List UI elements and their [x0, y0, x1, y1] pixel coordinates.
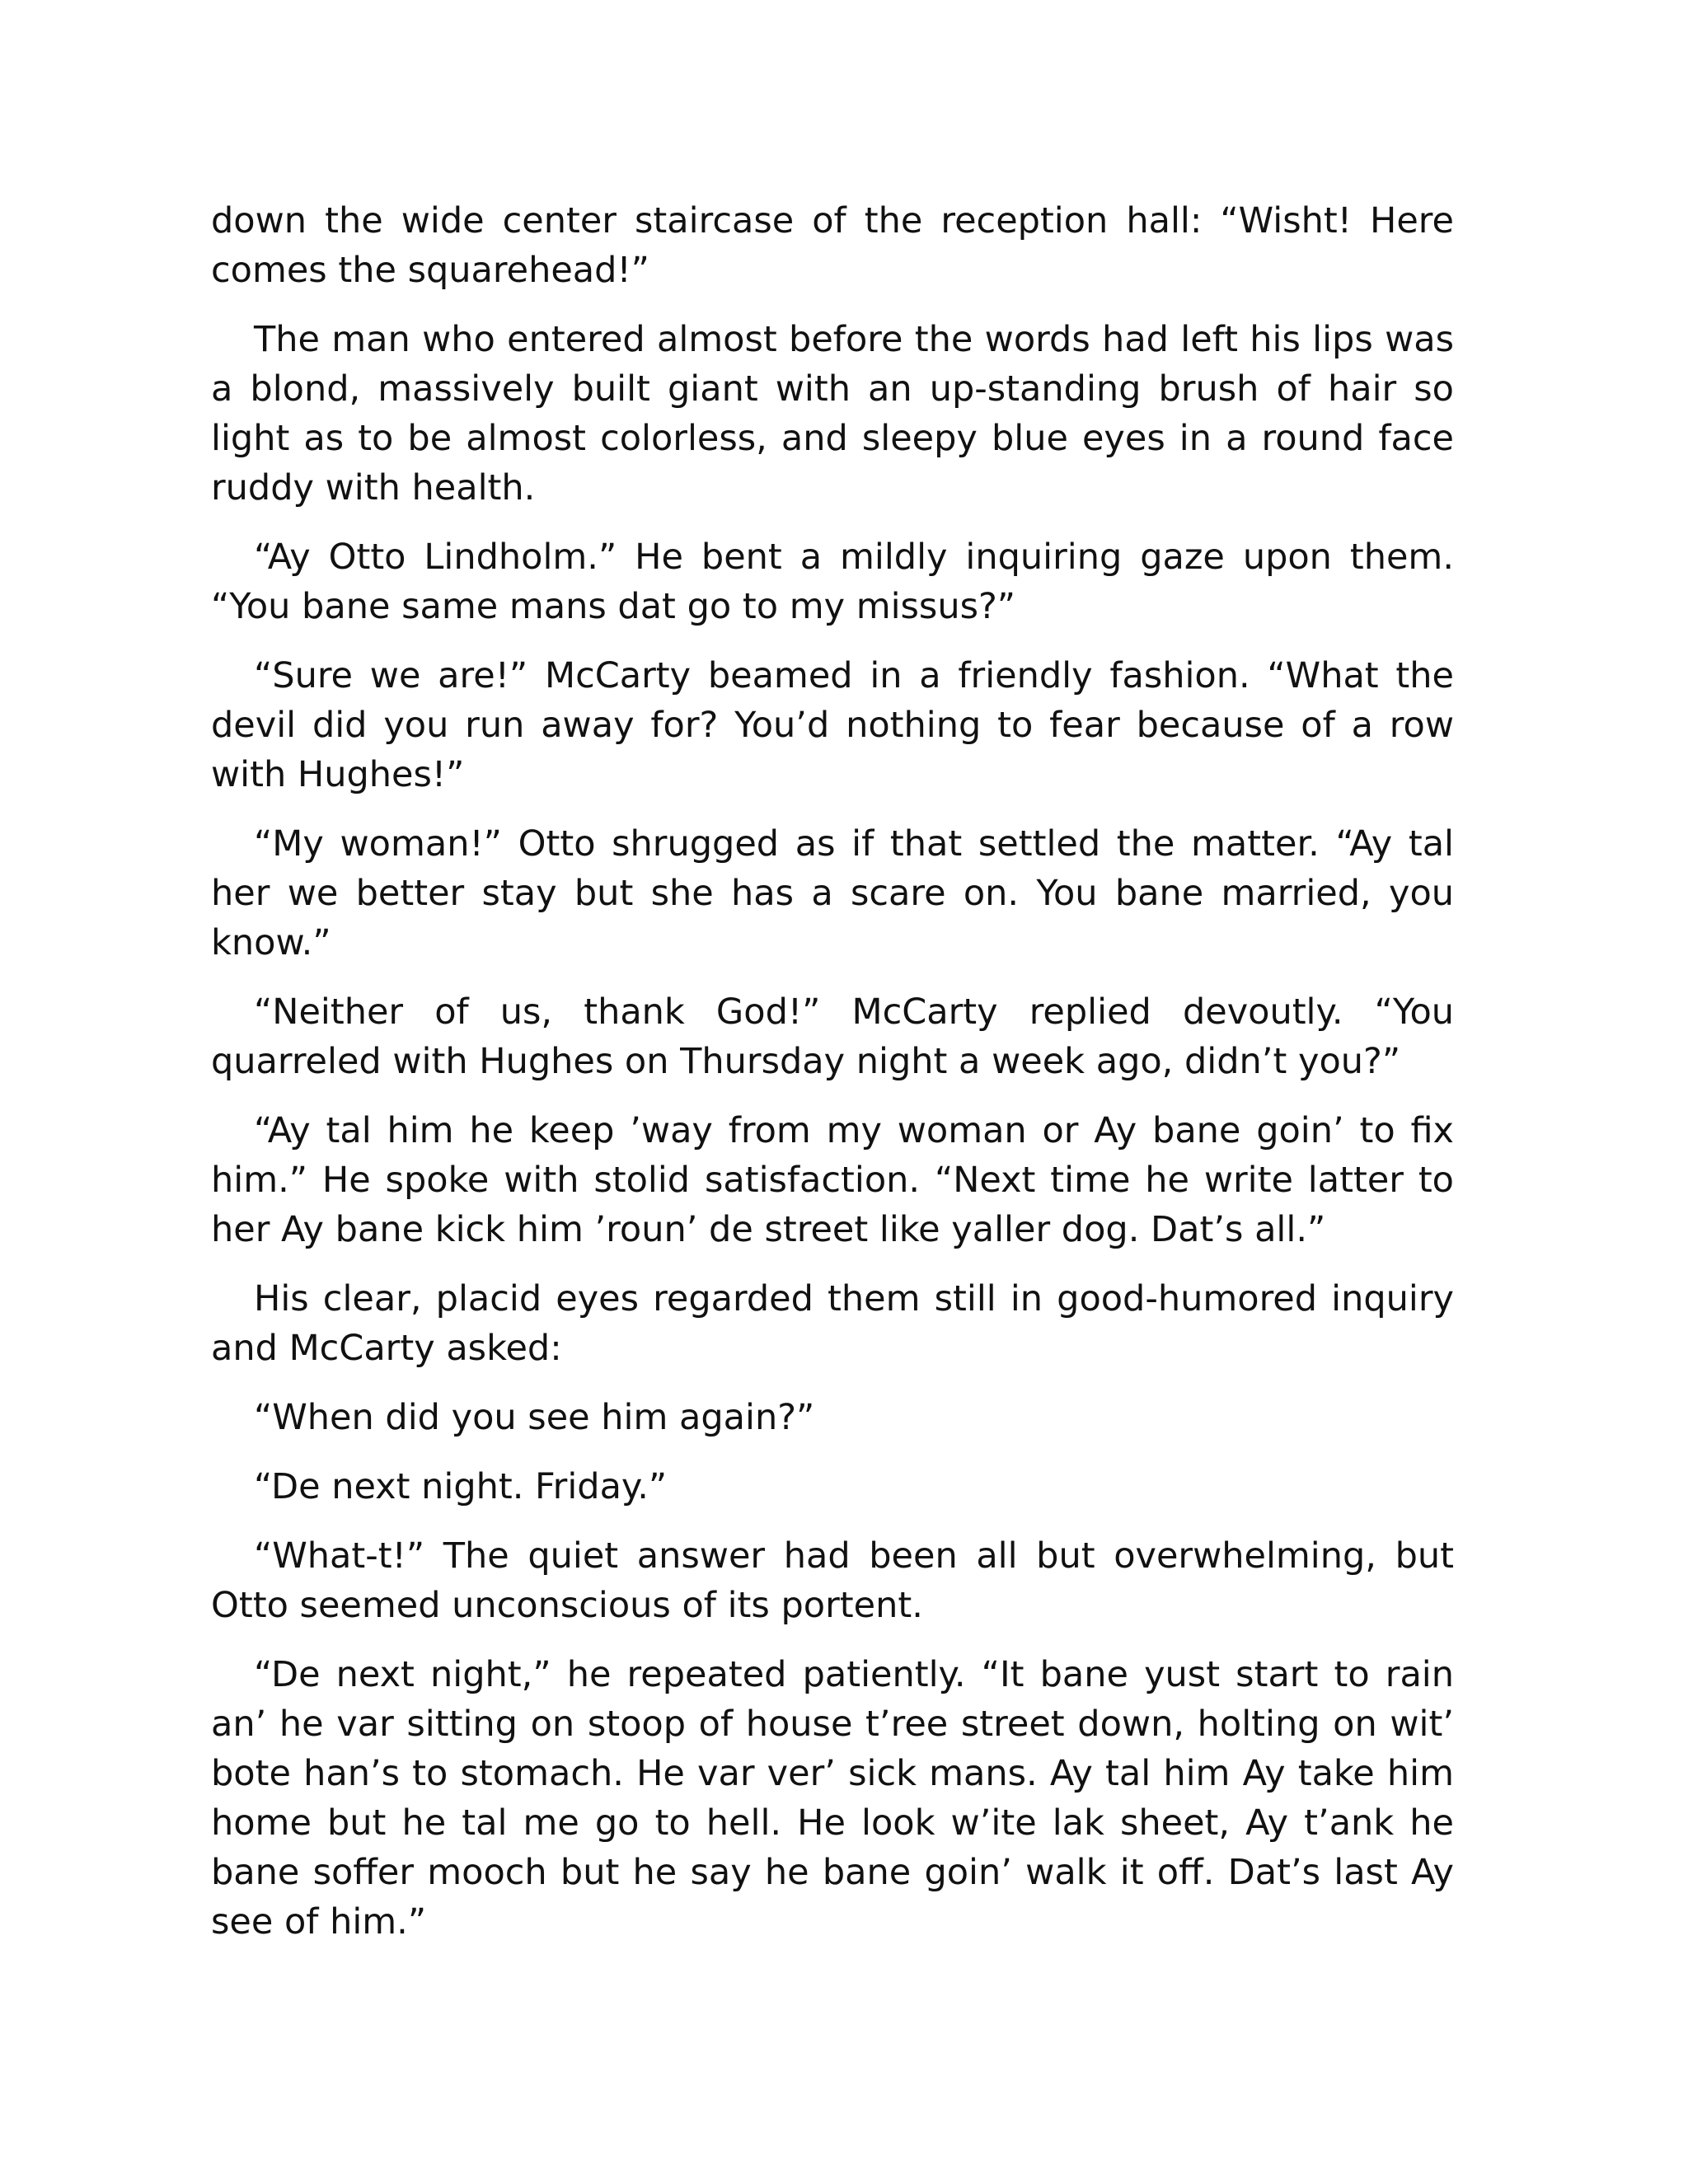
- paragraph: His clear, placid eyes regarded them still in good-humored inquiry and McCarty asked:: [211, 1278, 1454, 1369]
- paragraph: “De next night,” he repeated patiently. “It bane yust start to rain an’ he var sitting on stoop of house t’ree street down, holting on wit’ bote han’s to stomach. He var ver’ sick mans. Ay tal him Ay take him home but he tal me go to hell. He look w’ite lak sheet, Ay t’ank he bane soffer mooch but he say he bane goin’ walk it off. Dat’s last Ay see of him.”: [211, 1654, 1454, 1943]
- paragraph: down the wide center staircase of the reception hall: “Wisht! Here comes the squarehead!”: [211, 200, 1454, 291]
- paragraph: “My woman!” Otto shrugged as if that settled the matter. “Ay tal her we better stay but she has a scare on. You bane married, you know.”: [211, 823, 1454, 963]
- paragraph: “What-t!” The quiet answer had been all but overwhelming, but Otto seemed unconscious of its portent.: [211, 1535, 1454, 1626]
- paragraph: “De next night. Friday.”: [254, 1466, 668, 1507]
- paragraph: “Ay tal him he keep ’way from my woman or Ay bane goin’ to fix him.” He spoke with stolid satisfaction. “Next time he write latter to her Ay bane kick him ’roun’ de street like yaller dog. Dat’s all.”: [211, 1110, 1454, 1250]
- paragraph: “Ay Otto Lindholm.” He bent a mildly inquiring gaze upon them. “You bane same mans dat go to my missus?”: [211, 537, 1454, 627]
- paragraph: The man who entered almost before the words had left his lips was a blond, massively built giant with an up-standing brush of hair so light as to be almost colorless, and sleepy blue eyes in a round face ruddy with health.: [211, 319, 1454, 509]
- paragraph: “Sure we are!” McCarty beamed in a friendly fashion. “What the devil did you run away for? You’d nothing to fear because of a row with Hughes!”: [211, 655, 1454, 795]
- paragraph: “When did you see him again?”: [254, 1397, 815, 1438]
- book-page: [211, 196, 1454, 1966]
- paragraph: “Neither of us, thank God!” McCarty replied devoutly. “You quarreled with Hughes on Thursday night a week ago, didn’t you?”: [211, 991, 1454, 1082]
